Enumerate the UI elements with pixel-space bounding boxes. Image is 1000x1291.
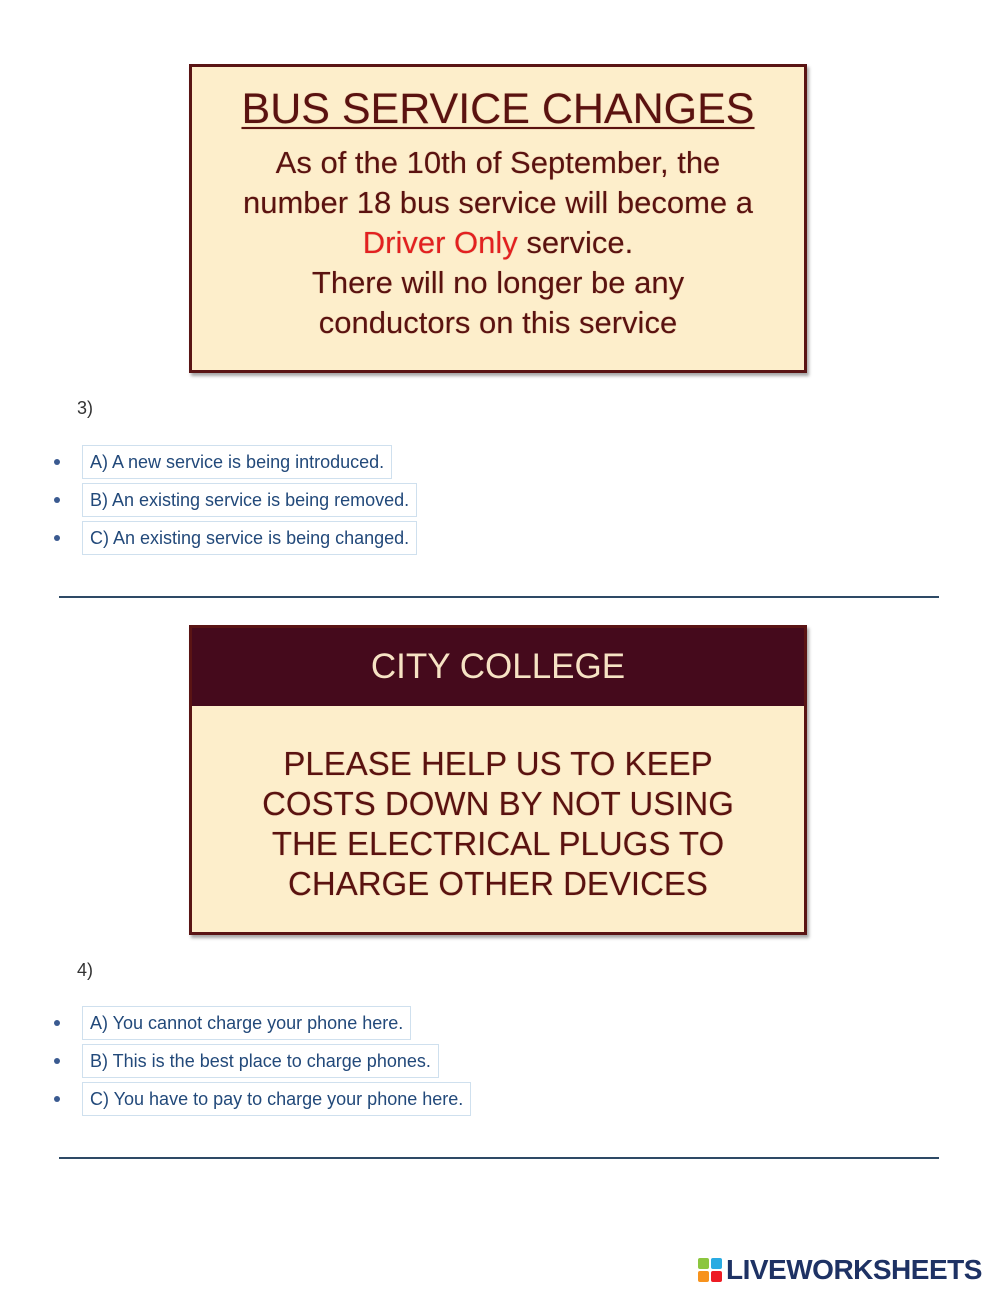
- notice-line: As of the 10th of September, the: [275, 145, 721, 180]
- notice-body: [192, 143, 804, 343]
- answer-option-b[interactable]: B) An existing service is being removed.: [82, 483, 417, 517]
- notice-line: There will no longer be any: [311, 265, 685, 300]
- bus-service-notice-image: [189, 64, 807, 373]
- notice-line: conductors on this service: [318, 305, 678, 340]
- section-divider: [59, 1157, 939, 1159]
- notice-title: BUS SERVICE CHANGES: [241, 85, 755, 133]
- notice-line-rest: service.: [517, 225, 634, 260]
- liveworksheets-logo: [698, 1255, 982, 1285]
- notice-line: [192, 223, 804, 263]
- bullet-icon: [54, 1096, 60, 1102]
- logo-blocks-icon: [698, 1258, 722, 1282]
- bullet-icon: [54, 535, 60, 541]
- answer-option-c[interactable]: C) You have to pay to charge your phone here.: [82, 1082, 471, 1116]
- bullet-icon: [54, 459, 60, 465]
- answer-option-c[interactable]: C) An existing service is being changed.: [82, 521, 417, 555]
- logo-block: [698, 1271, 709, 1282]
- driver-only-highlight: Driver Only: [362, 225, 518, 260]
- logo-text: LIVEWORKSHEETS: [726, 1254, 982, 1285]
- city-college-notice-image: [189, 625, 807, 935]
- notice-header: CITY COLLEGE: [192, 628, 804, 706]
- answer-option-b[interactable]: B) This is the best place to charge phones.: [82, 1044, 439, 1078]
- notice-line: COSTS DOWN BY NOT USING: [262, 785, 734, 822]
- answer-option-a[interactable]: A) A new service is being introduced.: [82, 445, 392, 479]
- logo-block: [698, 1258, 709, 1269]
- notice-body: [192, 744, 804, 904]
- notice-line: CHARGE OTHER DEVICES: [288, 865, 708, 902]
- question-number: 4): [77, 960, 94, 980]
- bullet-icon: [54, 497, 60, 503]
- answer-option-a[interactable]: A) You cannot charge your phone here.: [82, 1006, 411, 1040]
- notice-line: PLEASE HELP US TO KEEP: [283, 745, 713, 782]
- bullet-icon: [54, 1020, 60, 1026]
- logo-block: [711, 1271, 722, 1282]
- bullet-icon: [54, 1058, 60, 1064]
- notice-line: number 18 bus service will become a: [242, 185, 754, 220]
- notice-line: THE ELECTRICAL PLUGS TO: [271, 825, 725, 862]
- logo-block: [711, 1258, 722, 1269]
- section-divider: [59, 596, 939, 598]
- question-number: 3): [77, 398, 94, 418]
